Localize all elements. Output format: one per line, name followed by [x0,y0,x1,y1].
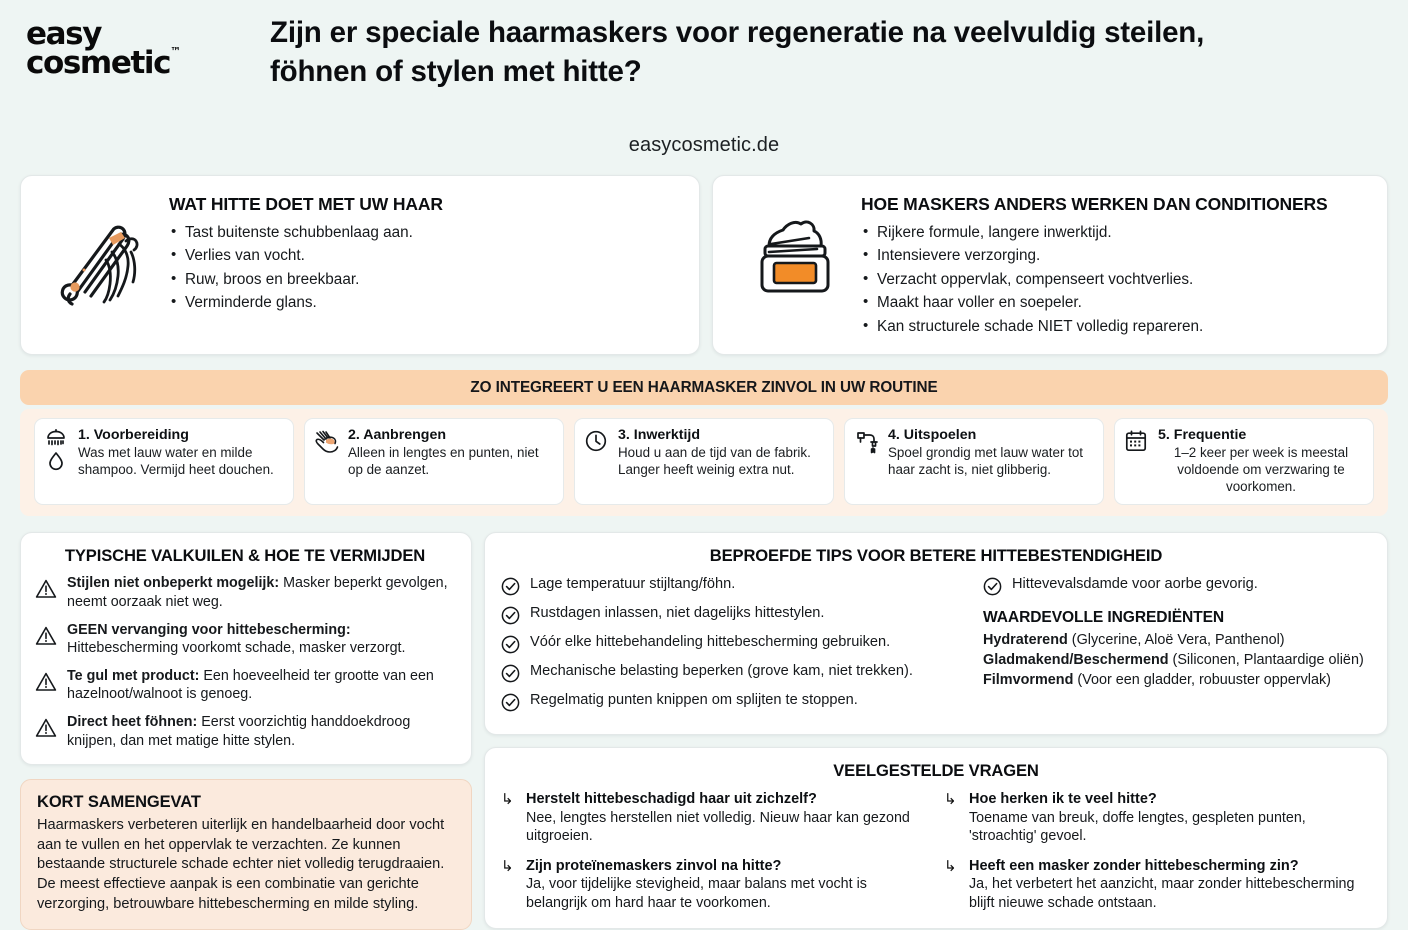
ingredient-detail: (Voor een gladder, robuuster oppervlak) [1073,672,1331,689]
check-circle-icon [983,575,1003,596]
ingredient-row [983,631,1371,651]
tip-text: Regelmatig punten knippen om splijten te stoppen. [530,692,858,709]
step-description: Spoel grondig met lauw water tot haar zacht is, niet glibberig. [888,445,1084,478]
lower-left-column [20,532,472,929]
tip-text: Lage temperatuur stijltang/föhn. [530,576,736,593]
card-tips [484,532,1388,735]
card-heading: HOE MASKERS ANDERS WERKEN DAN CONDITIONERS [861,194,1328,214]
tip-text: Mechanische belasting beperken (grove kam, niet trekken). [530,663,913,680]
warning-triangle-icon [35,574,59,600]
pitfall-item [35,713,455,750]
step-description: Alleen in lengtes en punten, niet op de aanzet. [348,445,539,478]
tips-columns [501,575,1371,720]
pitfall-item [35,667,455,704]
faucet-icon [854,427,880,457]
list-item: • Verminderde glans. [169,293,683,313]
pitfall-item [35,621,455,658]
faq-body [526,790,928,846]
list-item: • Verlies van vocht. [169,246,683,266]
warning-triangle-icon [35,621,59,647]
step-2-aanbrengen [304,418,564,505]
ingredient-label: Hydraterend [983,632,1068,649]
pitfall-rest: Een hoeveelheid ter grootte van een hazelnoot/walnoot is genoeg. [67,667,434,703]
step-description: Was met lauw water en milde shampoo. Vermijd heet douchen. [78,445,274,478]
shower-drop-icon [44,427,70,471]
hair-straightener-icon [37,192,169,312]
pitfall-text [67,713,455,750]
step-3-inwerktijd [574,418,834,505]
tip-text: Rustdagen inlassen, niet dagelijks hittestylen. [530,605,825,622]
hand-applying-icon [314,427,340,455]
faq-item [501,857,928,913]
page-title: Zijn er speciale haarmaskers voor regeneratie na veelvuldig steilen, föhnen of stylen met hitte? [270,16,1205,88]
card-body [861,192,1371,340]
warning-triangle-icon [35,713,59,739]
summary-heading: KORT SAMENGEVAT [37,793,201,812]
pitfall-lead: Te gul met product: [67,667,200,684]
step-4-uitspoelen [844,418,1104,505]
card-heading: WAT HITTE DOET MET UW HAAR [169,194,443,214]
arrow-down-right-icon: ↳ [501,858,514,876]
faq-item [501,790,928,846]
bullet-list-mask-benefits [861,223,1371,337]
pitfall-rest: Masker beperkt gevolgen, neemt oorzaak niet weg. [67,575,448,611]
step-title: 5. Frequentie [1158,427,1247,444]
ingredient-row [983,651,1371,671]
list-item: • Maakt haar voller en soepeler. [861,293,1371,313]
pitfall-rest: Hittebescherming voorkomt schade, masker verzorgt. [67,640,406,657]
card-masks-vs-conditioners [712,175,1388,355]
pitfall-lead: Stijlen niet onbeperkt mogelijk: [67,575,280,592]
card-heading: BEPROEFDE TIPS VOOR BETERE HITTEBESTENDIGHEID [709,546,1163,566]
check-circle-icon [501,691,521,712]
step-1-voorbereiding [34,418,294,505]
faq-question: Herstelt hittebeschadigd haar uit zichzelf? [526,791,817,808]
step-description: Houd u aan de tijd van de fabrik. Langer heeft weinig extra nut. [618,445,811,478]
bullet-list-heat-effects [169,223,683,314]
pitfall-text [67,574,455,611]
arrow-down-right-icon: ↳ [944,858,957,876]
faq-question: Hoe herken ik te veel hitte? [969,791,1157,808]
tip-item [501,575,963,596]
faq-item [944,790,1371,846]
top-cards-row [0,175,1408,355]
check-circle-icon [501,575,521,596]
step-title: 1. Voorbereiding [78,427,189,444]
card-summary [20,779,472,929]
step-title: 4. Uitspoelen [888,427,977,444]
pitfall-rest: Eerst voorzichtig handdoekdroog knijpen, dan met matige hitte stylen. [67,713,411,749]
calendar-icon [1124,427,1150,453]
tip-item [501,691,963,712]
card-what-heat-does [20,175,700,355]
faq-item [944,857,1371,913]
step-text [1158,427,1364,495]
card-pitfalls [20,532,472,765]
tip-item [983,575,1371,596]
tip-item [501,633,963,654]
pitfall-item [35,574,455,611]
step-5-frequentie [1114,418,1374,505]
faq-answer: Nee, lengtes herstellen niet volledig. Nieuw haar kan gezond uitgroeien. [526,809,910,845]
check-circle-icon [501,604,521,625]
ingredient-row [983,671,1371,691]
faq-body [526,857,928,913]
faq-answer: Ja, het verbetert het aanzicht, maar zonder hittebescherming blijft nieuwe schade ontstaan. [969,876,1355,912]
list-item: • Rijkere formule, langere inwerktijd. [861,223,1371,243]
faq-question: Heeft een masker zonder hittebescherming zin? [969,858,1299,875]
arrow-down-right-icon: ↳ [501,791,514,809]
logo-line-2: cosmetic [26,45,171,82]
list-item: • Intensievere verzorging. [861,246,1371,266]
list-item: • Tast buitenste schubbenlaag aan. [169,223,683,243]
page-header [0,0,1408,118]
pitfall-text [67,667,455,704]
check-circle-icon [501,633,521,654]
list-item: • Ruw, broos en breekbaar. [169,270,683,290]
faq-answer: Toename van breuk, doffe lengtes, gespleten punten, 'stroachtig' gevoel. [969,809,1306,845]
card-body [169,192,683,317]
list-item: • Kan structurele schade NIET volledig repareren. [861,317,1371,337]
ingredient-label: Filmvormend [983,672,1074,689]
card-heading: TYPISCHE VALKUILEN & HOE TE VERMIJDEN [64,546,426,566]
pitfall-lead: Direct heet föhnen: [67,713,198,730]
summary-text: Haarmaskers verbeteren uiterlijk en handelbaarheid door vocht aan te vullen en het oppervlak te verzachten. Ze kunnen bestaande structurele schade echter niet volledig terugdraaien. De meest effectieve aanpak is een combinatie van gerichte verzorging, betrouwbare hittebescherming en milde styling. [37,817,445,912]
pitfall-text [67,621,455,658]
brand-logo [0,14,270,82]
pitfall-lead: GEEN vervanging voor hittebescherming: [67,621,351,638]
faq-body [969,790,1371,846]
list-item: • Verzacht oppervlak, compenseert vochtverlies. [861,270,1371,290]
tip-item [501,662,963,683]
source-domain: easycosmetic.de [628,134,780,156]
ingredient-detail: (Siliconen, Plantaardige oliën) [1168,652,1364,669]
routine-banner: ZO INTEGREERT U EEN HAARMASKER ZINVOL IN UW ROUTINE [20,370,1388,405]
routine-steps [20,409,1388,516]
tip-item [501,604,963,625]
lower-section [0,532,1408,929]
check-circle-icon [501,662,521,683]
tips-column-right [977,575,1371,720]
tips-column-left [501,575,963,720]
lower-right-column [484,532,1388,928]
step-description: 1–2 keer per week is meestal voldoende om verzwaring te voorkomen. [1173,445,1349,495]
hair-mask-jar-icon [729,192,861,304]
tip-text: Vóór elke hittebehandeling hittebescherming gebruiken. [530,634,891,651]
step-text [78,427,284,478]
clock-icon [584,427,610,453]
warning-triangle-icon [35,667,59,693]
faq-question: Zijn proteïnemaskers zinvol na hitte? [526,858,782,875]
routine-section [20,370,1388,516]
card-heading: VEELGESTELDE VRAGEN [833,761,1039,781]
logo-trademark: ™ [170,45,182,59]
card-faq [484,747,1388,928]
step-title: 2. Aanbrengen [348,427,447,444]
arrow-down-right-icon: ↳ [944,791,957,809]
faq-answer: Ja, voor tijdelijke stevigheid, maar balans met vocht is belangrijk om hard haar te voorkomen. [526,876,867,912]
faq-body [969,857,1371,913]
step-title: 3. Inwerktijd [618,427,700,444]
step-text [348,427,554,478]
logo-line-1: easy [26,16,102,52]
tip-text: Hittevevalsdamde voor aorbe gevorig. [1012,576,1258,593]
faq-column-right [944,790,1371,912]
ingredient-label: Gladmakend/Beschermend [983,652,1169,669]
faq-column-left [501,790,928,912]
step-text [618,427,824,478]
step-text [888,427,1094,478]
ingredients-heading: WAARDEVOLLE INGREDIËNTEN [983,609,1225,627]
faq-columns [501,790,1371,912]
ingredient-detail: (Glycerine, Aloë Vera, Panthenol) [1067,632,1285,649]
